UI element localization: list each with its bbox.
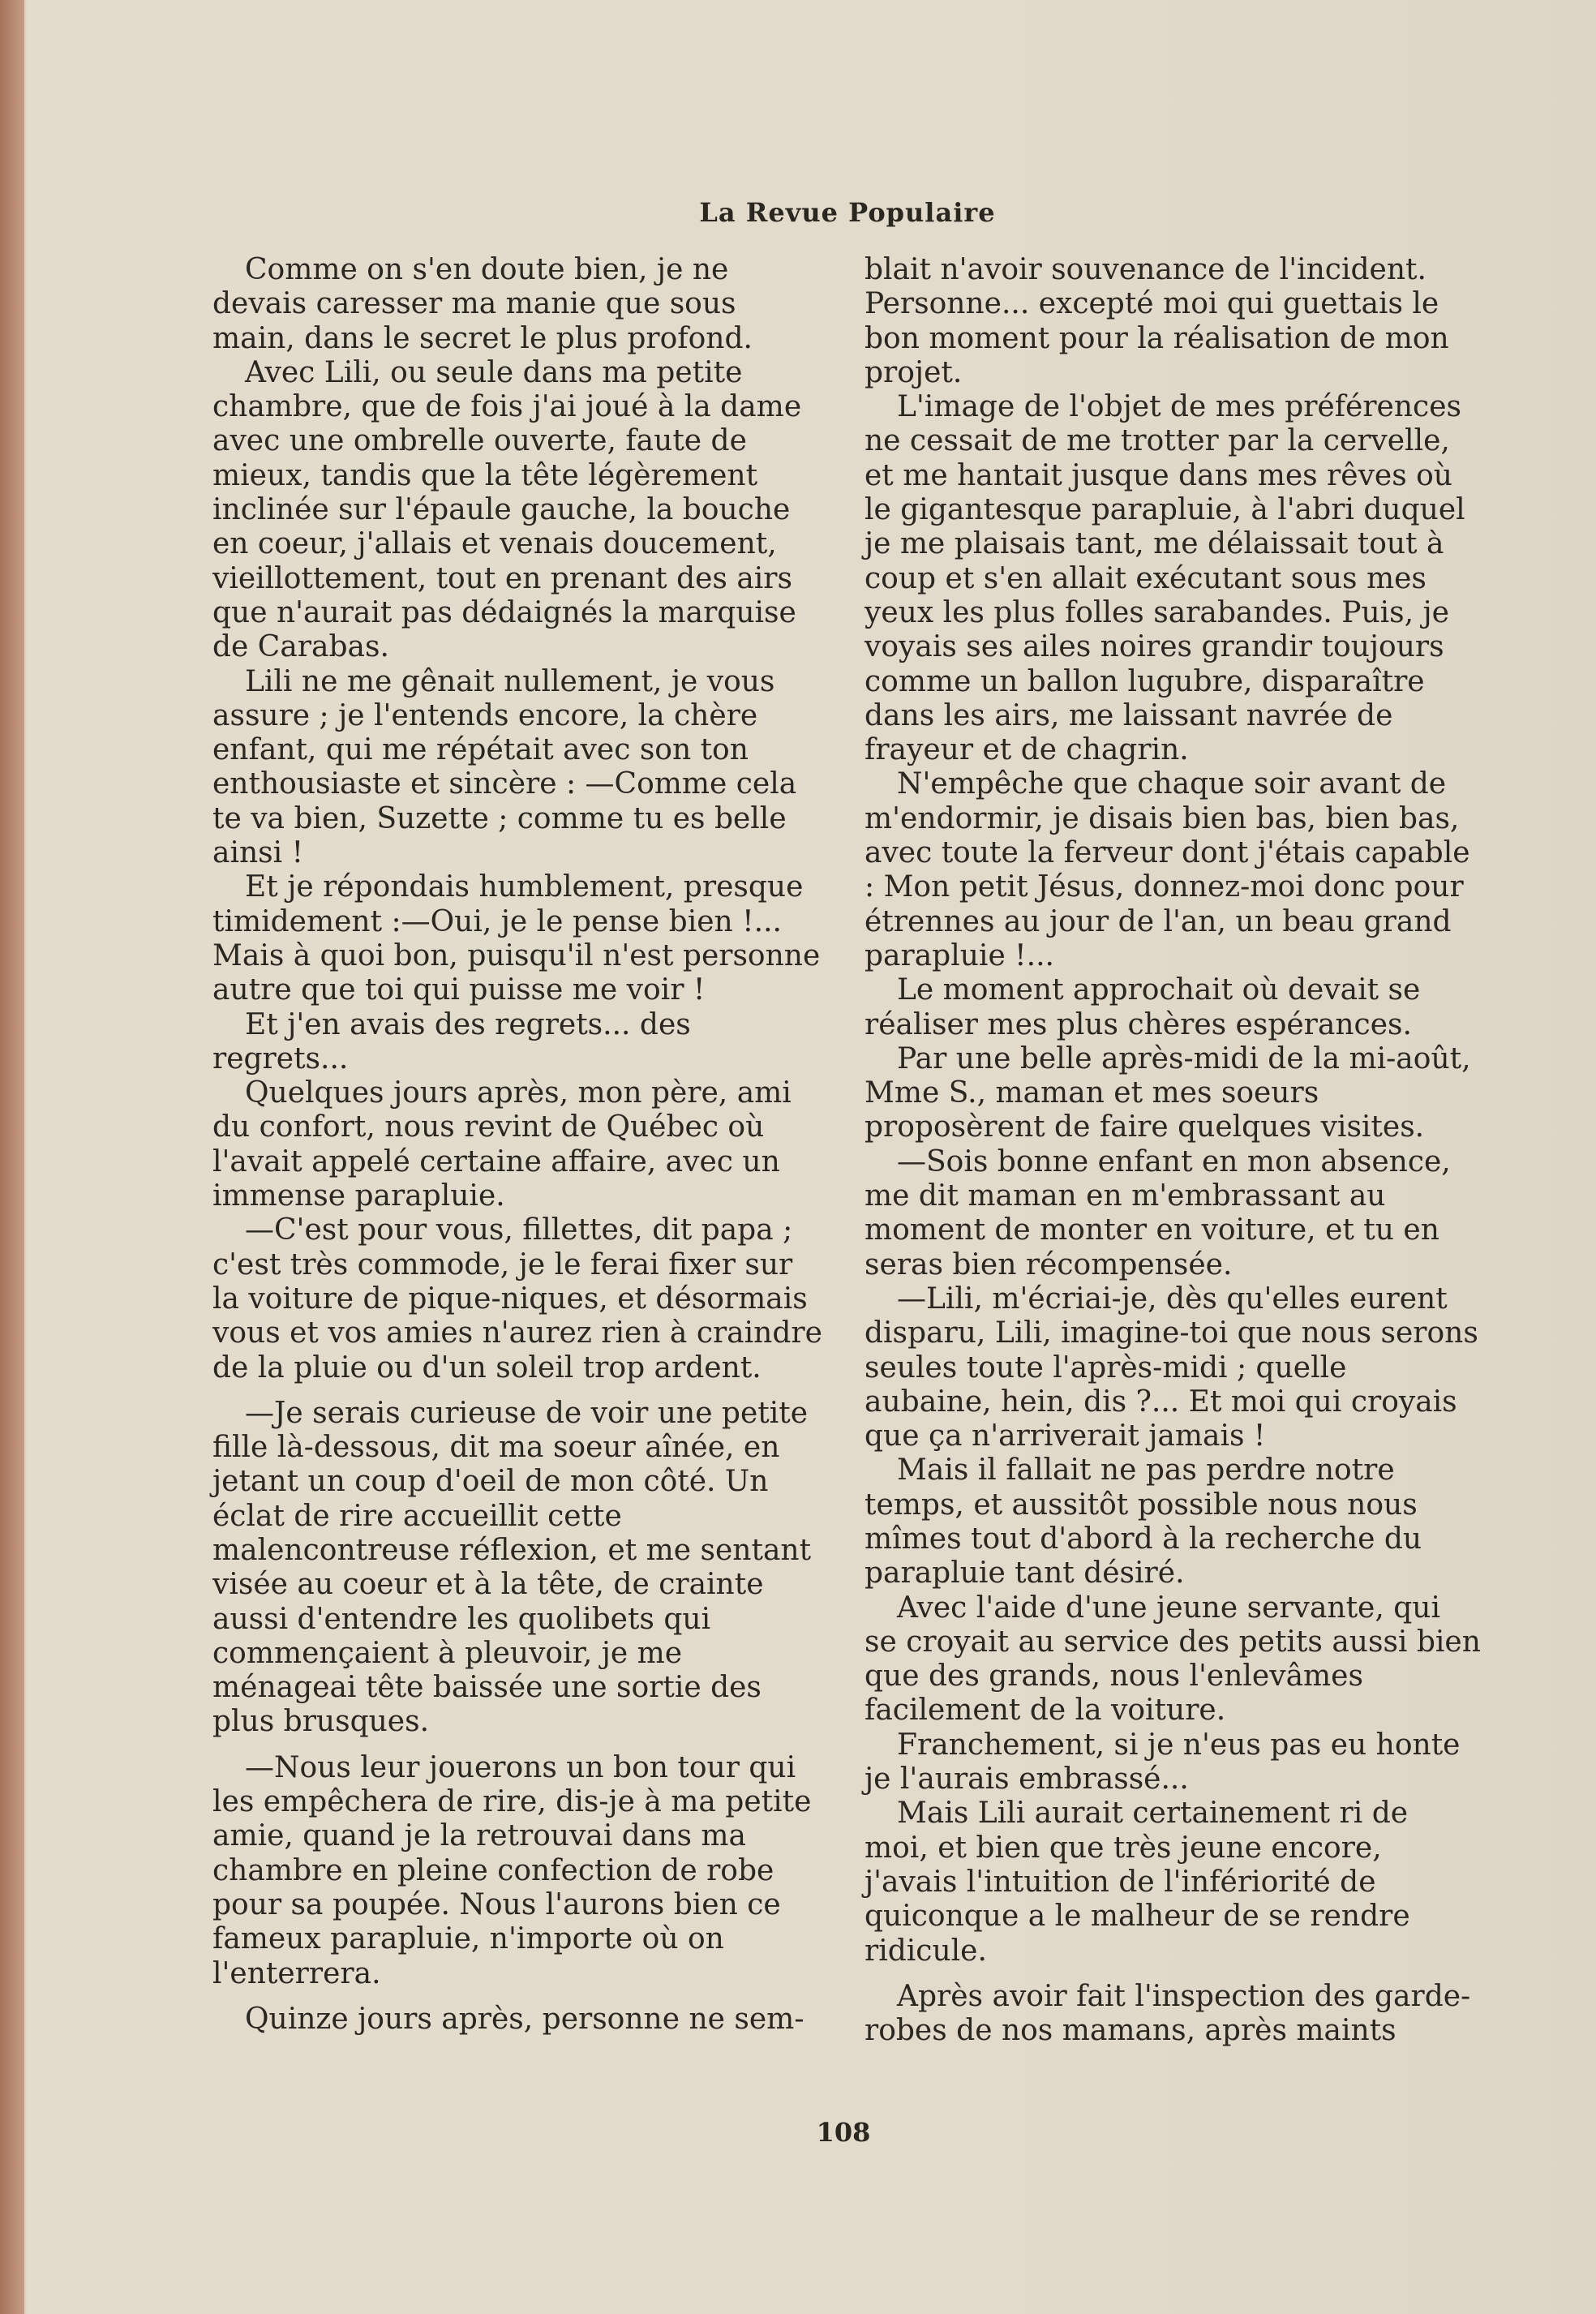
- paragraph: Quelques jours après, mon père, ami du confort, nous revint de Québec où l'avait appelé certaine affaire, avec un immense parapluie.: [212, 1076, 792, 1213]
- paragraph: Par une belle après-midi de la mi-août, Mme S., maman et mes soeurs proposèrent de faire quelques visites.: [865, 1041, 1471, 1144]
- running-header: La Revue Populaire: [699, 197, 996, 228]
- page-number: 108: [816, 2117, 871, 2148]
- paragraph: —Lili, m'écriai-je, dès qu'elles eurent disparu, Lili, imagine-toi que nous serons seules toute l'après-midi ; quelle aubaine, hein, dis ?... Et moi qui croyais que ça n'arriverait jamais !: [865, 1282, 1478, 1453]
- paragraph: Comme on s'en doute bien, je ne devais caresser ma manie que sous main, dans le secret le plus profond.: [212, 253, 753, 355]
- paragraph: —Sois bonne enfant en mon absence, me dit maman en m'embrassant au moment de monter en voiture, et tu en seras bien récompensée.: [865, 1144, 1451, 1282]
- book-spine-edge: [0, 0, 24, 2314]
- paragraph: Avec Lili, ou seule dans ma petite chambre, que de fois j'ai joué à la dame avec une ombrelle ouverte, faute de mieux, tandis que la tête légèrement inclinée sur l'épaule gauche, la bouche en coeur, j'allais et venais doucement, vieillottement, tout en prenant des airs que n'aurait pas dédaignés la marquise de Carabas.: [212, 355, 802, 664]
- paragraph: Franchement, si je n'eus pas eu honte je l'aurais embrassé...: [865, 1728, 1461, 1797]
- paragraph: Et je répondais humblement, presque timidement :—Oui, je le pense bien !... Mais à quoi bon, puisqu'il n'est personne autre que toi qui puisse me voir !: [212, 870, 821, 1007]
- paragraph: —C'est pour vous, fillettes, dit papa ; c'est très commode, je le ferai fixer sur la voiture de pique-niques, et désormais vous et vos amies n'aurez rien à craindre de la pluie ou d'un soleil trop ardent.: [212, 1213, 822, 1385]
- paragraph: Avec l'aide d'une jeune servante, qui se croyait au service des petits aussi bien que des grands, nous l'enlevâmes facilement de la voiture.: [865, 1591, 1481, 1728]
- left-column: [212, 253, 822, 2037]
- paragraph: N'empêche que chaque soir avant de m'endormir, je disais bien bas, bien bas, avec toute la ferveur dont j'étais capable : Mon petit Jésus, donnez-moi donc pour étrennes au jour de l'an, un beau grand parapluie !...: [865, 767, 1470, 972]
- paragraph: Mais il fallait ne pas perdre notre temps, et aussitôt possible nous nous mîmes tout d'abord à la recherche du parapluie tant désiré.: [865, 1453, 1422, 1591]
- paragraph: Après avoir fait l'inspection des garde-robes de nos mamans, après maints: [865, 1979, 1471, 2048]
- paragraph: Le moment approchait où devait se réaliser mes plus chères espérances.: [865, 973, 1421, 1041]
- paragraph: Quinze jours après, personne ne sem-: [245, 2002, 804, 2036]
- paragraph: Lili ne me gênait nullement, je vous assure ; je l'entends encore, la chère enfant, qui me répétait avec son ton enthousiaste et sincère : —Comme cela te va bien, Suzette ; comme tu es belle ainsi !: [212, 664, 797, 870]
- paragraph: Mais Lili aurait certainement ri de moi, et bien que très jeune encore, j'avais l'intuition de l'infériorité de quiconque a le malheur de se rendre ridicule.: [865, 1797, 1410, 1968]
- right-column: [865, 253, 1481, 2048]
- paragraph: Et j'en avais des regrets... des regrets...: [212, 1007, 691, 1075]
- paragraph: —Je serais curieuse de voir une petite fille là-dessous, dit ma soeur aînée, en jetant un coup d'oeil de mon côté. Un éclat de rire accueillit cette malencontreuse réflexion, et me sentant visée au coeur et à la tête, de crainte aussi d'entendre les quolibets qui commençaient à pleuvoir, je me ménageai tête baissée une sortie des plus brusques.: [212, 1396, 812, 1739]
- paragraph: —Nous leur jouerons un bon tour qui les empêchera de rire, dis-je à ma petite amie, quand je la retrouvai dans ma chambre en pleine confection de robe pour sa poupée. Nous l'aurons bien ce fameux parapluie, n'importe où on l'enterrera.: [212, 1750, 812, 1990]
- paragraph: L'image de l'objet de mes préférences ne cessait de me trotter par la cervelle, et me hantait jusque dans mes rêves où le gigantesque parapluie, à l'abri duquel je me plaisais tant, me délaissait tout à coup et s'en allait exécutant sous mes yeux les plus folles sarabandes. Puis, je voyais ses ailes noires grandir toujours comme un ballon lugubre, disparaître dans les airs, me laissant navrée de frayeur et de chagrin.: [865, 390, 1465, 767]
- paragraph: blait n'avoir souvenance de l'incident. Personne... excepté moi qui guettais le bon moment pour la réalisation de mon projet.: [865, 253, 1449, 389]
